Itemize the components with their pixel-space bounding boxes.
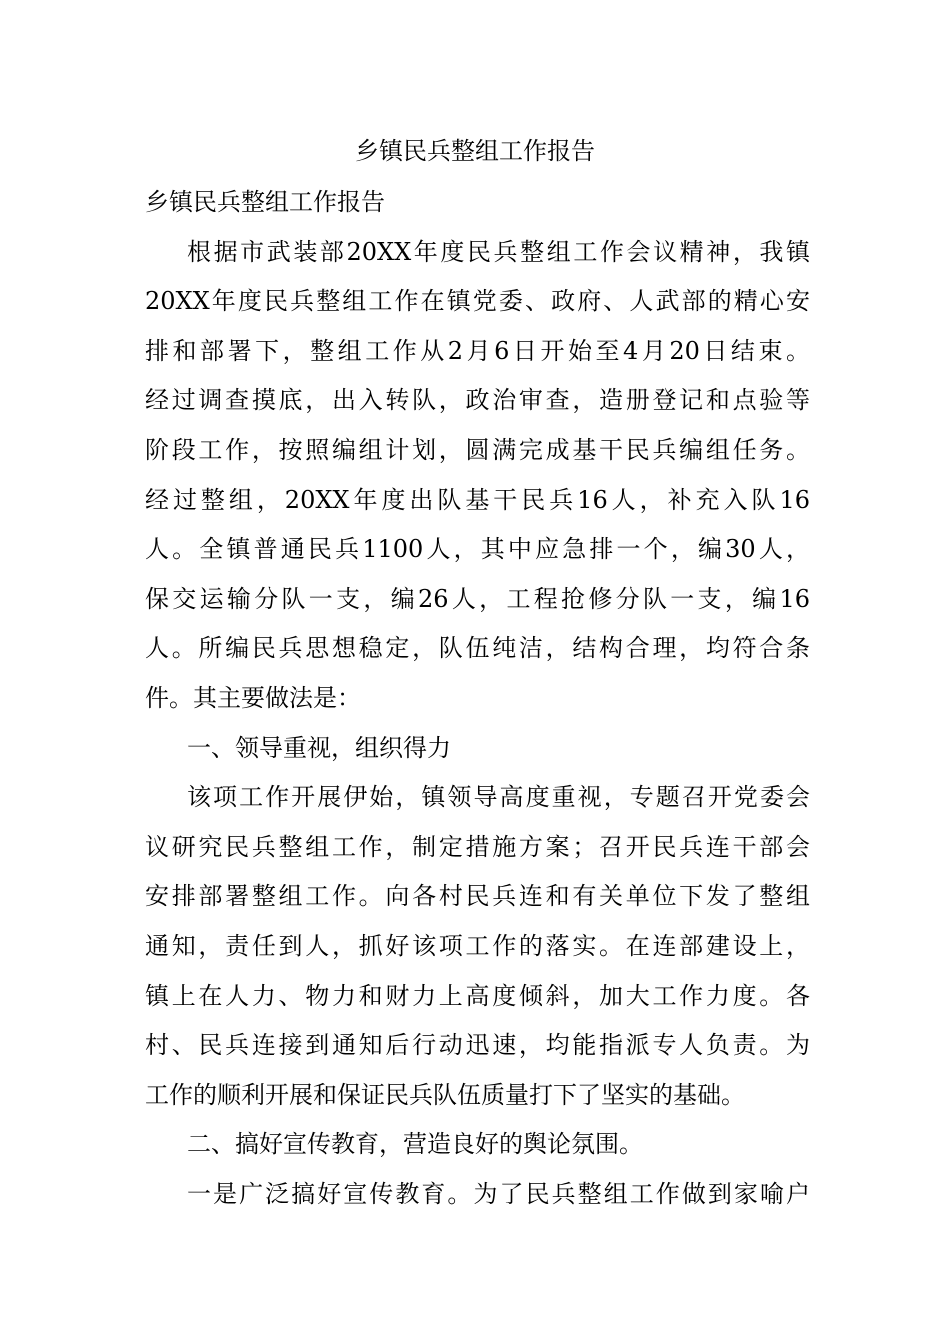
section-heading: 二、搞好宣传教育，营造良好的舆论氛围。 bbox=[187, 1130, 643, 1159]
paragraph-line: 村、民兵连接到通知后行动迅速，均能指派专人负责。为 bbox=[145, 1031, 810, 1060]
document-body bbox=[145, 182, 810, 1223]
paragraph-line: 保交运输分队一支，编26人，工程抢修分队一支，编16 bbox=[145, 584, 810, 613]
paragraph-line: 人。全镇普通民兵1100人，其中应急排一个，编30人， bbox=[145, 535, 810, 564]
document-title: 乡镇民兵整组工作报告 bbox=[355, 137, 595, 165]
paragraph-line: 人。所编民兵思想稳定，队伍纯洁，结构合理，均符合条 bbox=[145, 634, 810, 663]
paragraph-line: 阶段工作，按照编组计划，圆满完成基干民兵编组任务。 bbox=[145, 435, 810, 464]
paragraph-line: 经过调查摸底，出入转队，政治审查，造册登记和点验等 bbox=[145, 386, 810, 415]
paragraph-line: 该项工作开展伊始，镇领导高度重视，专题召开党委会 bbox=[187, 783, 810, 812]
paragraph-line: 根据市武装部20XX年度民兵整组工作会议精神，我镇 bbox=[187, 237, 810, 266]
paragraph-line: 排和部署下，整组工作从2月6日开始至4月20日结束。 bbox=[145, 336, 810, 365]
subtitle-line: 乡镇民兵整组工作报告 bbox=[145, 188, 385, 216]
paragraph-line: 通知，责任到人，抓好该项工作的落实。在连部建设上， bbox=[145, 931, 810, 960]
section-heading: 一、领导重视，组织得力 bbox=[187, 733, 451, 762]
paragraph-line: 件。其主要做法是： bbox=[145, 683, 361, 712]
paragraph-line: 镇上在人力、物力和财力上高度倾斜，加大工作力度。各 bbox=[145, 981, 810, 1010]
paragraph-line: 经过整组，20XX年度出队基干民兵16人，补充入队16 bbox=[145, 485, 810, 514]
paragraph-line: 20XX年度民兵整组工作在镇党委、政府、人武部的精心安 bbox=[145, 287, 810, 316]
paragraph-line: 一是广泛搞好宣传教育。为了民兵整组工作做到家喻户 bbox=[187, 1179, 810, 1208]
paragraph-line: 工作的顺利开展和保证民兵队伍质量打下了坚实的基础。 bbox=[145, 1080, 745, 1109]
paragraph-line: 议研究民兵整组工作，制定措施方案；召开民兵连干部会 bbox=[145, 832, 810, 861]
paragraph-line: 安排部署整组工作。向各村民兵连和有关单位下发了整组 bbox=[145, 882, 810, 911]
